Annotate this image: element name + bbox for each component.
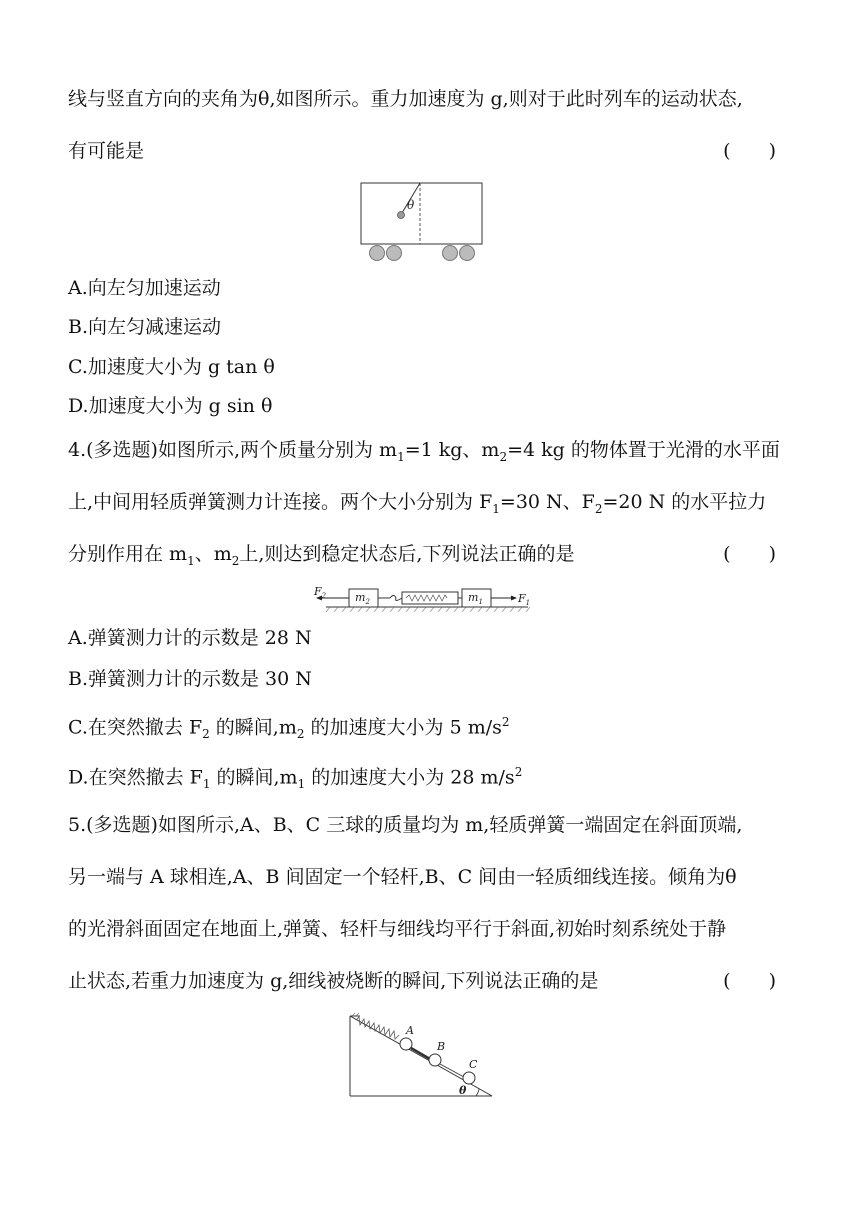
light-rod — [411, 1048, 430, 1059]
q4-text-line-1: 4.(多选题)如图所示,两个质量分别为 $m_1=1$ kg、$m_2=4$ kg 的物体置于光滑的水平面 — [68, 439, 780, 464]
hook-icon — [390, 596, 402, 601]
train-car-body — [361, 183, 482, 244]
q4-text-line-3: 分别作用在 $m_1$、$m_2$上,则达到稳定状态后,下列说法正确的是 — [68, 543, 575, 568]
f2-label: $F_2$ — [314, 585, 327, 600]
q3-train-figure — [358, 180, 488, 264]
q5-text-line-2: 另一端与 A 球相连,A、B 间固定一个轻杆,B、C 间由一轻质细线连接。倾角为θ — [68, 866, 737, 888]
wheel-icon — [387, 246, 402, 261]
label-b: B — [437, 1040, 446, 1053]
angle-arc — [476, 1089, 479, 1096]
ball-b — [429, 1054, 441, 1066]
q3-answer-paren: ( ) — [723, 140, 776, 162]
q4-option-a: A.弹簧测力计的示数是 28 N — [68, 627, 312, 649]
wheel-icon — [460, 246, 475, 261]
q5-incline-figure — [346, 1012, 496, 1100]
ground-hatching — [326, 607, 530, 612]
label-c: C — [469, 1058, 478, 1071]
q3-option-c: C.加速度大小为 g tan θ — [68, 356, 275, 378]
f1-label: $F_1$ — [518, 592, 531, 607]
label-a: A — [406, 1024, 414, 1037]
wheel-icon — [370, 246, 385, 261]
q3-text-line-2: 有可能是 — [68, 140, 145, 162]
q3-option-a: A.向左匀加速运动 — [68, 277, 221, 299]
wheel-icon — [443, 246, 458, 261]
q4-answer-paren: ( ) — [723, 543, 776, 565]
q5-text-line-3: 的光滑斜面固定在地面上,弹簧、轻杆与细线均平行于斜面,初始时刻系统处于静 — [68, 918, 727, 940]
m1-label: $m_1$ — [468, 591, 483, 606]
q3-option-d: D.加速度大小为 g sin θ — [68, 395, 273, 417]
ball-a — [400, 1038, 412, 1050]
q4-option-d: D.在突然撤去 $F_1$ 的瞬间$,m_1$ 的加速度大小为 28 $m/s^2$ — [68, 765, 523, 792]
q4-option-c: C.在突然撤去 $F_2$ 的瞬间$,m_2$ 的加速度大小为 5 $m/s^2$ — [68, 715, 510, 742]
theta-label: θ — [407, 198, 415, 212]
q4-option-b: B.弹簧测力计的示数是 30 N — [68, 668, 312, 690]
ball-c — [463, 1072, 475, 1084]
q4-spring-scale-figure — [312, 584, 536, 616]
q4-text-line-2: 上,中间用轻质弹簧测力计连接。两个大小分别为 $F_1=30$ N、$F_2=20$ N 的水平拉力 — [68, 491, 767, 516]
q3-text-line-1: 线与竖直方向的夹角为θ,如图所示。重力加速度为 g,则对于此时列车的运动状态, — [68, 88, 743, 110]
q5-text-line-1: 5.(多选题)如图所示,A、B、C 三球的质量均为 m,轻质弹簧一端固定在斜面顶端, — [68, 814, 743, 836]
thin-thread — [440, 1064, 464, 1077]
q5-answer-paren: ( ) — [723, 970, 776, 992]
q5-text-line-4: 止状态,若重力加速度为 g,细线被烧断的瞬间,下列说法正确的是 — [68, 970, 599, 992]
m2-label: $m_2$ — [355, 591, 370, 606]
arrowhead-right-icon — [511, 596, 517, 601]
pendulum-bob — [398, 212, 405, 219]
q3-option-b: B.向左匀减速运动 — [68, 316, 222, 338]
label-theta: θ — [459, 1084, 467, 1097]
spring-coil — [356, 1017, 399, 1039]
